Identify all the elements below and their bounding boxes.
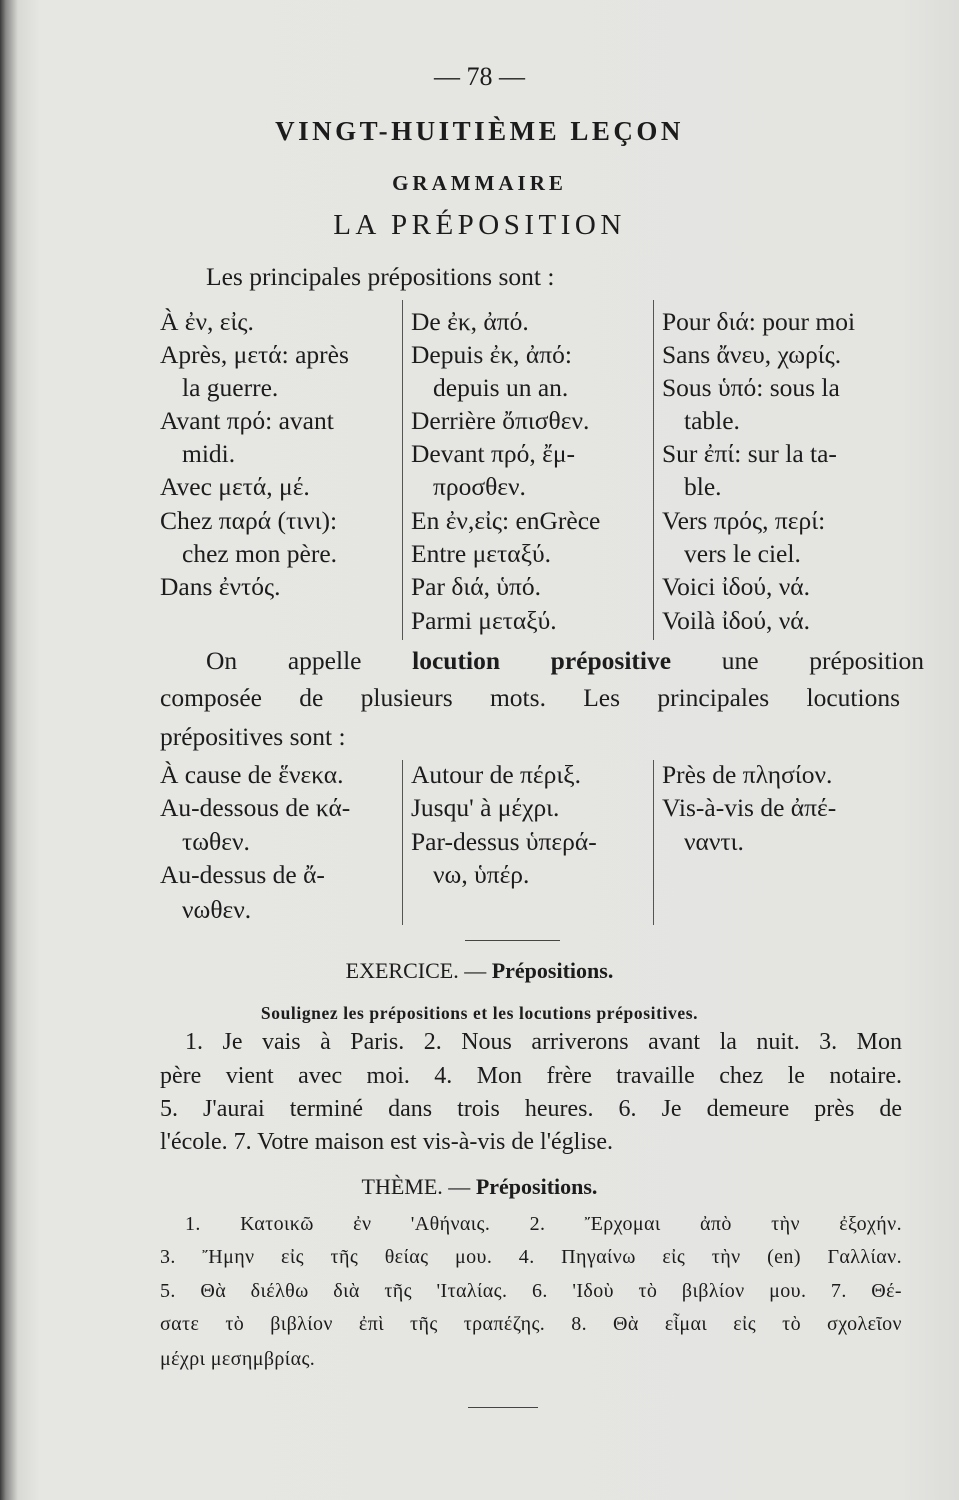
table-cell: Voilà ἰδού, νά. — [662, 606, 811, 635]
table-cell: Depuis ἐκ, ἀπό: — [411, 340, 572, 369]
exercise-instruction: Soulignez les prépositions et les locutions prépositives. — [260, 1003, 699, 1023]
table-cell: τωθεν. — [182, 827, 250, 856]
theme-line: μέχρι μεσημβρίας. — [160, 1348, 316, 1370]
section-heading: GRAMMAIRE — [392, 171, 567, 195]
table-cell: Sans ἄνευ, χωρίς. — [662, 340, 842, 369]
table-cell: Voici ἰδού, νά. — [662, 572, 811, 601]
column-divider — [653, 300, 654, 640]
end-divider — [468, 1407, 538, 1408]
exercise-line: père vient avec moi. 4. Mon frère travaille chez le notaire. — [160, 1063, 902, 1089]
table-cell: Près de πλησίον. — [662, 760, 833, 789]
theme-line: 5. Θὰ διέλθω διὰ τῆς 'Ιταλίας. 6. 'Ιδοὺ τὸ βιβλίον μου. 7. Θέ- — [160, 1280, 902, 1302]
page-number: — 78 — — [434, 62, 525, 91]
paragraph-line: prépositives sont : — [160, 722, 346, 751]
table-cell: Au-dessous de κά- — [160, 793, 351, 822]
table-cell: Entre μεταξύ. — [411, 539, 551, 568]
table-cell: midi. — [182, 439, 236, 468]
bold-term: locution prépositive — [412, 646, 672, 675]
table-cell: Vers πρός, περί: — [662, 506, 826, 535]
table-cell: Derrière ὄπισθεν. — [411, 406, 590, 435]
table-cell: ναντι. — [684, 827, 744, 856]
table-cell: Au-dessus de ἄ- — [160, 860, 325, 889]
table-cell: Par-dessus ὑπερά- — [411, 827, 597, 856]
table-cell: À ἐν, εἰς. — [160, 307, 254, 336]
exercise-line: 5. J'aurai terminé dans trois heures. 6. Je demeure près de — [160, 1096, 902, 1122]
table-cell: Après, μετά: après — [160, 340, 349, 369]
theme-line: σατε τὸ βιβλίον ἐπὶ τῆς τραπέζης. 8. Θὰ εἶμαι εἰς τὸ σχολεῖον — [160, 1313, 902, 1335]
table-cell: Dans ἐντός. — [160, 572, 281, 601]
table-cell: Parmi μεταξύ. — [411, 606, 557, 635]
table-cell: Par διά, ὑπό. — [411, 572, 541, 601]
table-cell: la guerre. — [182, 373, 279, 402]
table-cell: νω, ὑπέρ. — [433, 860, 530, 889]
intro-text: Les principales prépositions sont : — [206, 262, 555, 291]
column-divider — [402, 760, 403, 925]
table-cell: Pour διά: pour moi — [662, 307, 856, 336]
exercise-line: 1. Je vais à Paris. 2. Nous arriverons avant la nuit. 3. Mon — [185, 1029, 902, 1055]
table-cell: Devant πρό, ἔμ- — [411, 439, 575, 468]
table-cell: vers le ciel. — [684, 539, 801, 568]
table-cell: Sur ἐπί: sur la ta- — [662, 439, 837, 468]
exercise-line: l'école. 7. Votre maison est vis-à-vis de l'église. — [160, 1129, 613, 1155]
theme-heading: THÈME. — Prépositions. — [361, 1174, 598, 1199]
paragraph-line: composée de plusieurs mots. Les principales locutions — [160, 683, 900, 712]
table-cell: table. — [684, 406, 740, 435]
topic-heading: LA PRÉPOSITION — [333, 209, 626, 241]
table-cell: ble. — [684, 472, 722, 501]
paragraph-line: On appelle locution prépositive une préposition — [206, 646, 925, 675]
table-cell: Autour de πέριξ. — [411, 760, 581, 789]
theme-line: 1. Κατοικῶ ἐν 'Αθήναις. 2. Ἔρχομαι ἀπὸ τὴν ἐξοχήν. — [185, 1213, 902, 1235]
table-cell: νωθεν. — [182, 895, 252, 924]
table-cell: προσθεν. — [433, 472, 526, 501]
column-divider — [653, 760, 654, 925]
table-cell: À cause de ἕνεκα. — [160, 760, 344, 789]
table-cell: Avec μετά, μέ. — [160, 472, 310, 501]
lesson-title: VINGT-HUITIÈME LEÇON — [275, 116, 684, 146]
table-cell: depuis un an. — [433, 373, 569, 402]
theme-line: 3. Ἤμην εἰς τῆς θείας μου. 4. Πηγαίνω εἰς τὴν (en) Γαλλίαν. — [160, 1246, 902, 1268]
table-cell: Vis-à-vis de ἀπέ- — [662, 793, 837, 822]
section-divider — [465, 940, 560, 941]
table-cell: De ἐκ, ἀπό. — [411, 307, 529, 336]
table-cell: En ἐν,εἰς: enGrèce — [411, 506, 601, 535]
exercise-heading: EXERCICE. — Prépositions. — [345, 958, 614, 983]
table-cell: Sous ὑπό: sous la — [662, 373, 840, 402]
table-cell: Avant πρό: avant — [160, 406, 334, 435]
table-cell: chez mon père. — [182, 539, 338, 568]
table-cell: Chez παρά (τινι): — [160, 506, 338, 535]
table-cell: Jusqu' à μέχρι. — [411, 793, 560, 822]
column-divider — [402, 300, 403, 640]
